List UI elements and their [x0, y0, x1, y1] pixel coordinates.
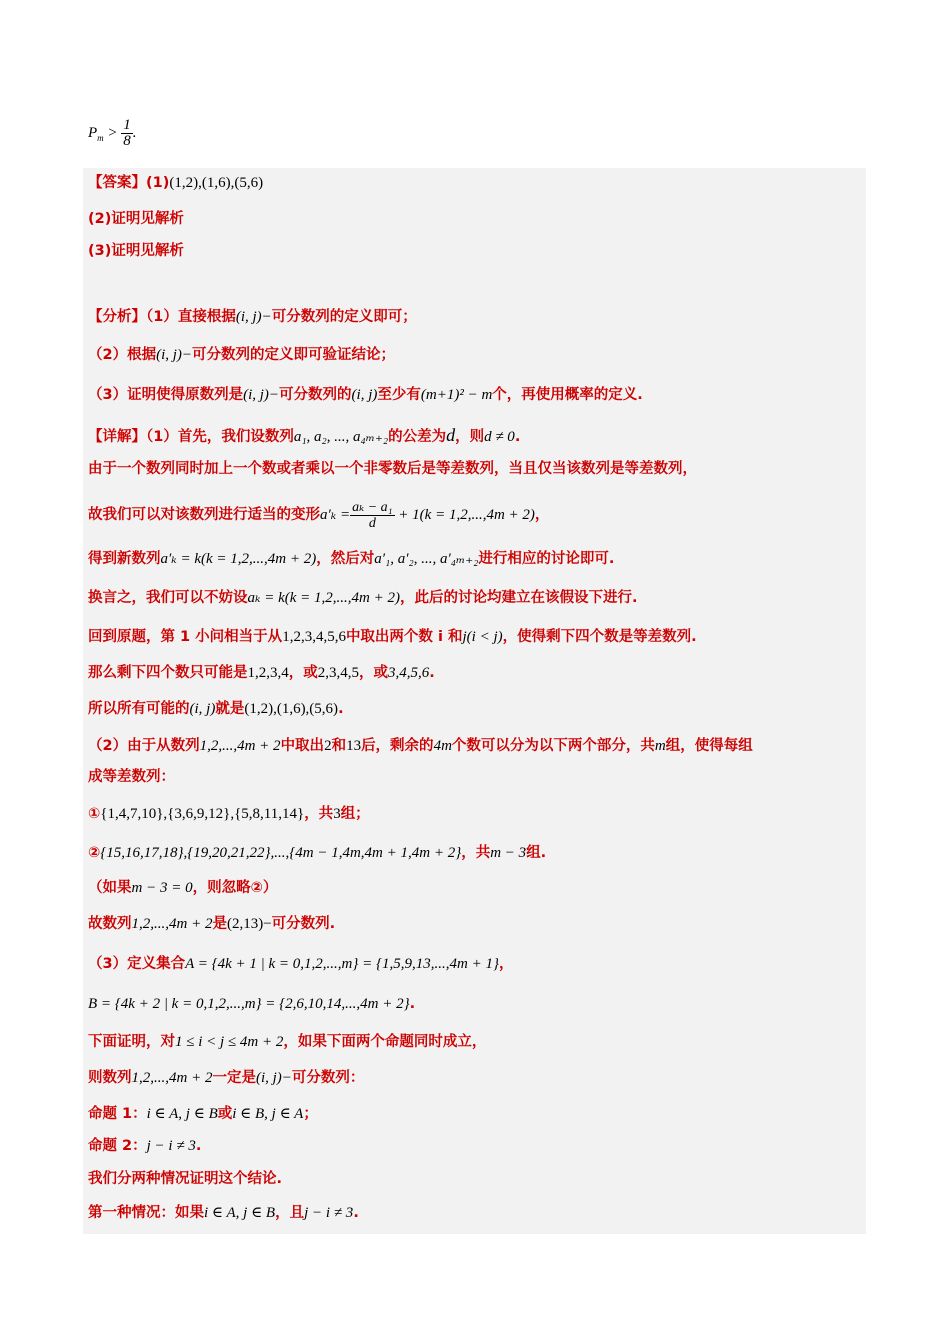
answer-line-3: (3)证明见解析	[88, 243, 184, 259]
math: (i, j)	[351, 387, 378, 403]
text: （1）直接根据	[146, 309, 236, 325]
detail-line-22	[88, 1202, 862, 1224]
text: 后，剩余的	[361, 738, 434, 754]
text: 第一种情况：如果	[88, 1205, 204, 1221]
detail-line-4	[88, 548, 862, 570]
text: 至少有	[377, 387, 421, 403]
detail-line-2: 由于一个数列同时加上一个数或者乘以一个非零数后是等差数列，当且仅当该数列是等差数列，	[88, 461, 697, 477]
text: 可分数列的定义即可验证结论；	[192, 347, 396, 363]
math: a₁, a₂, ..., a₄ₘ₊₂	[293, 429, 389, 445]
analysis-tag: 【分析】	[88, 309, 146, 325]
fraction-num: 1	[123, 117, 131, 133]
math: 1,2,...,4m + 2	[131, 916, 213, 932]
math: d	[446, 425, 456, 445]
text: （3）证明使得原数列是	[88, 387, 244, 403]
text: ②	[88, 845, 101, 861]
formula-sub: m	[97, 132, 104, 143]
answer-tag: 【答案】	[88, 175, 146, 191]
math: 1,2,...,4m + 2	[199, 738, 281, 754]
text: ，使得剩下四个数是等差数列.	[502, 629, 697, 645]
text: 可分数列的	[279, 387, 352, 403]
transform-fraction	[350, 500, 394, 531]
math: (i, j)−	[255, 1070, 292, 1086]
text: .	[353, 1205, 359, 1221]
text: 可分数列.	[271, 916, 336, 932]
text: 所以所有可能的	[88, 701, 190, 717]
text: 就是	[215, 701, 245, 717]
text: 中取出	[280, 738, 325, 754]
detail-line-15	[88, 953, 862, 975]
text: 是	[212, 916, 227, 932]
text: ，此后的讨论均建立在该假设下进行.	[399, 590, 638, 606]
formula-tail: .	[132, 124, 137, 141]
text: ，	[498, 956, 514, 972]
text: ，或	[359, 665, 388, 681]
text: 组；	[340, 806, 370, 822]
detail-line-14	[88, 913, 862, 935]
math: m − 3 = 0	[131, 880, 193, 896]
math: (2,13)−	[226, 916, 272, 932]
detail-line-9	[88, 735, 862, 757]
analysis-line-2	[88, 344, 862, 366]
detail-line-18	[88, 1067, 862, 1089]
text: .	[195, 1138, 202, 1154]
formula-fraction	[121, 118, 133, 149]
text: 或	[217, 1106, 233, 1122]
detail-line-12	[88, 842, 862, 864]
text: 换言之，我们可以不妨设	[88, 590, 248, 606]
math: 1,2,3,4,5,6	[282, 629, 346, 645]
text: .	[429, 665, 435, 681]
text: .	[514, 429, 521, 445]
text: （2）根据	[88, 347, 157, 363]
detail-line-3	[88, 496, 862, 534]
math: i ∈ A, j ∈ B	[204, 1205, 276, 1221]
text: ，然后对	[316, 551, 375, 567]
math: + 1(k = 1,2,...,4m + 2)	[394, 507, 535, 523]
math: i ∈ B, j ∈ A	[232, 1106, 304, 1122]
text: （2）由于从数列	[88, 738, 200, 754]
text: .	[338, 701, 344, 717]
text: 组，使得每组	[665, 738, 753, 754]
math: 4m	[433, 738, 452, 754]
text: 的公差为	[388, 429, 447, 445]
math: 1 ≤ i < j ≤ 4m + 2	[175, 1034, 284, 1050]
text: 个，再使用概率的定义.	[492, 387, 643, 403]
text: ，则	[455, 429, 485, 445]
math: 1,2,...,4m + 2	[131, 1070, 213, 1086]
math: aₖ = k(k = 1,2,...,4m + 2)	[247, 590, 400, 606]
text: 故我们可以对该数列进行适当的变形	[88, 507, 320, 523]
text: ，共	[461, 845, 491, 861]
text: ，	[534, 507, 550, 523]
answer-line-2: (2)证明见解析	[88, 211, 184, 227]
detail-line-17	[88, 1031, 862, 1053]
math: (i, j)−	[235, 309, 272, 325]
text: 则数列	[88, 1070, 132, 1086]
math: m	[654, 738, 666, 754]
detail-line-8	[88, 698, 862, 720]
text: 组.	[526, 845, 547, 861]
math: j(i < j)	[462, 629, 503, 645]
detail-line-11	[88, 803, 862, 825]
text: .	[409, 996, 416, 1012]
analysis-line-1	[88, 306, 862, 328]
text: ，则忽略②）	[192, 880, 278, 896]
text: 那么剩下四个数只可能是	[88, 665, 248, 681]
math: (i, j)	[189, 701, 216, 717]
math: a′₁, a′₂, ..., a′₄ₘ₊₂	[374, 551, 479, 567]
text: （1）首先，我们设数列	[146, 429, 294, 445]
detail-line-7	[88, 662, 862, 684]
formula-lhs: P	[88, 124, 98, 141]
math: A = {4k + 1 | k = 0,1,2,...,m} = {1,5,9,13,...,4m + 1}	[185, 956, 499, 972]
detail-line-16	[88, 993, 862, 1015]
text: 命题 2：	[88, 1138, 147, 1154]
text: 个数可以分为以下两个部分，共	[451, 738, 655, 754]
text: ；	[303, 1106, 318, 1122]
answer-part1-value: (1,2),(1,6),(5,6)	[169, 175, 264, 191]
math: (m+1)² − m	[420, 387, 493, 403]
math: j − i ≠ 3	[304, 1205, 354, 1221]
detail-line-20	[88, 1135, 862, 1157]
math: {1,4,7,10},{3,6,9,12},{5,8,11,14}	[100, 806, 305, 822]
probability-inequality	[88, 118, 137, 158]
fraction-num: aₖ − a₁	[352, 499, 393, 515]
text: ①	[88, 806, 101, 822]
math: i ∈ A, j ∈ B	[146, 1106, 218, 1122]
fraction-den: d	[368, 515, 376, 531]
math: (i, j)−	[156, 347, 193, 363]
math: (i, j)−	[243, 387, 280, 403]
math: (1,2),(1,6),(5,6)	[244, 701, 339, 717]
math: a′ₖ =	[320, 507, 351, 523]
text: 下面证明，对	[88, 1034, 175, 1050]
answer-part1-label: (1)	[146, 175, 170, 191]
text: （3）定义集合	[88, 956, 186, 972]
text: 和	[331, 738, 347, 754]
math: B = {4k + 2 | k = 0,1,2,...,m} = {2,6,10,14,...,4m + 2}	[88, 996, 410, 1012]
text: 可分数列：	[291, 1070, 365, 1086]
formula-op: >	[103, 124, 122, 141]
math: {15,16,17,18},{19,20,21,22},...,{4m − 1,4m,4m + 1,4m + 2}	[100, 845, 462, 861]
detail-line-13	[88, 877, 862, 899]
detail-line-1	[88, 424, 862, 448]
text: （如果	[88, 880, 132, 896]
math: m − 3	[490, 845, 527, 861]
math: j − i ≠ 3	[146, 1138, 196, 1154]
detail-line-5	[88, 587, 862, 609]
text: 进行相应的讨论即可.	[478, 551, 615, 567]
math: 2	[324, 738, 332, 754]
detail-tag: 【详解】	[88, 429, 146, 445]
detail-line-10: 成等差数列：	[88, 769, 175, 785]
math: 1,2,3,4	[247, 665, 289, 681]
detail-line-6	[88, 626, 862, 648]
text: ，且	[275, 1205, 305, 1221]
text: 可分数列的定义即可；	[271, 309, 417, 325]
text: 命题 1：	[88, 1106, 147, 1122]
text: ，共	[304, 806, 334, 822]
math: 2,3,4,5	[317, 665, 359, 681]
text: 一定是	[212, 1070, 256, 1086]
fraction-den: 8	[123, 133, 131, 149]
math: 3	[333, 806, 341, 822]
detail-line-19	[88, 1103, 862, 1125]
text: ，或	[288, 665, 318, 681]
solution-panel	[83, 168, 866, 1234]
math: d ≠ 0	[484, 429, 515, 445]
detail-line-21: 我们分两种情况证明这个结论.	[88, 1171, 283, 1187]
math: a′ₖ = k(k = 1,2,...,4m + 2)	[160, 551, 317, 567]
analysis-line-3	[88, 384, 862, 406]
math: 13	[346, 738, 362, 754]
text: 中取出两个数 i 和	[345, 629, 463, 645]
math: 3,4,5,6	[388, 665, 430, 681]
text: ，如果下面两个命题同时成立，	[283, 1034, 487, 1050]
text: 得到新数列	[88, 551, 161, 567]
text: 回到原题，第 1 小问相当于从	[88, 629, 283, 645]
answer-line-1	[88, 172, 862, 194]
text: 故数列	[88, 916, 132, 932]
